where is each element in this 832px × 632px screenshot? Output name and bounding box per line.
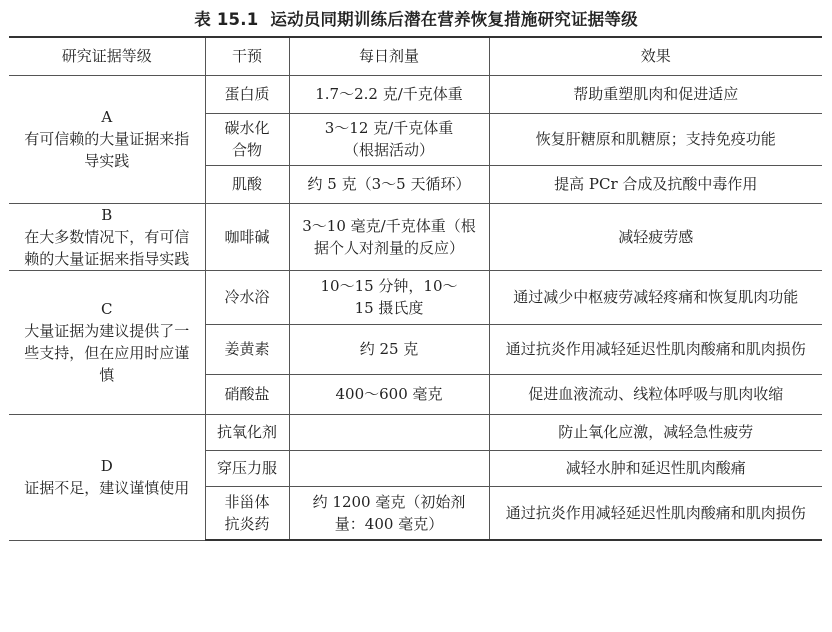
table-number: 表 15.1 (194, 10, 259, 29)
intervention-cell: 姜黄素 (205, 324, 289, 374)
effect-cell: 通过抗炎作用减轻延迟性肌肉酸痛和肌肉损伤 (489, 486, 822, 540)
evidence-table (9, 36, 822, 541)
intervention-cell: 蛋白质 (205, 75, 289, 113)
dose-cell: 400～600 毫克 (289, 374, 489, 414)
evidence-level-cell (9, 75, 205, 203)
header-daily-dose: 每日剂量 (289, 37, 489, 75)
dose-cell (289, 414, 489, 450)
intervention-cell: 碳水化合物 (205, 113, 289, 165)
evidence-level-description: 大量证据为建议提供了一些支持，但在应用时应谨慎 (24, 322, 190, 384)
effect-cell: 减轻疲劳感 (489, 203, 822, 270)
table-row (9, 203, 822, 270)
table-row (9, 270, 822, 324)
evidence-level-letter: D (100, 457, 113, 475)
dose-cell (289, 450, 489, 486)
evidence-level-letter: B (101, 205, 113, 224)
evidence-level-letter: A (101, 108, 113, 126)
evidence-level-cell (9, 203, 205, 270)
effect-cell: 恢复肝糖原和肌糖原；支持免疫功能 (489, 113, 822, 165)
intervention-cell: 抗氧化剂 (205, 414, 289, 450)
intervention-cell: 穿压力服 (205, 450, 289, 486)
table-caption (0, 6, 832, 30)
dose-cell: 3～10 毫克/千克体重（根据个人对剂量的反应） (289, 203, 489, 270)
effect-cell: 提高 PCr 合成及抗酸中毒作用 (489, 165, 822, 203)
intervention-cell: 非甾体抗炎药 (205, 486, 289, 540)
dose-cell: 10～15 分钟，10～15 摄氏度 (289, 270, 489, 324)
effect-cell: 防止氧化应激，减轻急性疲劳 (489, 414, 822, 450)
intervention-cell: 咖啡碱 (205, 203, 289, 270)
header-effect: 效果 (489, 37, 822, 75)
effect-cell: 通过抗炎作用减轻延迟性肌肉酸痛和肌肉损伤 (489, 324, 822, 374)
evidence-level-letter: C (101, 300, 113, 318)
dose-cell: 1.7～2.2 克/千克体重 (289, 75, 489, 113)
header-intervention: 干预 (205, 37, 289, 75)
effect-cell: 促进血液流动、线粒体呼吸与肌肉收缩 (489, 374, 822, 414)
table-title: 运动员同期训练后潜在营养恢复措施研究证据等级 (270, 10, 638, 29)
evidence-level-cell (9, 270, 205, 414)
intervention-cell: 肌酸 (205, 165, 289, 203)
intervention-cell: 冷水浴 (205, 270, 289, 324)
intervention-cell: 硝酸盐 (205, 374, 289, 414)
table-row (9, 75, 822, 113)
effect-cell: 减轻水肿和延迟性肌肉酸痛 (489, 450, 822, 486)
evidence-level-description: 有可信赖的大量证据来指导实践 (24, 130, 190, 170)
table-row (9, 414, 822, 450)
dose-cell: 约 5 克（3～5 天循环） (289, 165, 489, 203)
table-header-row (9, 37, 822, 75)
evidence-level-description: 证据不足，建议谨慎使用 (24, 479, 190, 497)
evidence-level-description: 在大多数情况下，有可信赖的大量证据来指导实践 (24, 227, 190, 268)
dose-cell: 3～12 克/千克体重（根据活动） (289, 113, 489, 165)
dose-cell: 约 25 克 (289, 324, 489, 374)
header-evidence-level: 研究证据等级 (9, 37, 205, 75)
dose-cell: 约 1200 毫克（初始剂量：400 毫克） (289, 486, 489, 540)
effect-cell: 通过减少中枢疲劳减轻疼痛和恢复肌肉功能 (489, 270, 822, 324)
evidence-level-cell (9, 414, 205, 540)
effect-cell: 帮助重塑肌肉和促进适应 (489, 75, 822, 113)
